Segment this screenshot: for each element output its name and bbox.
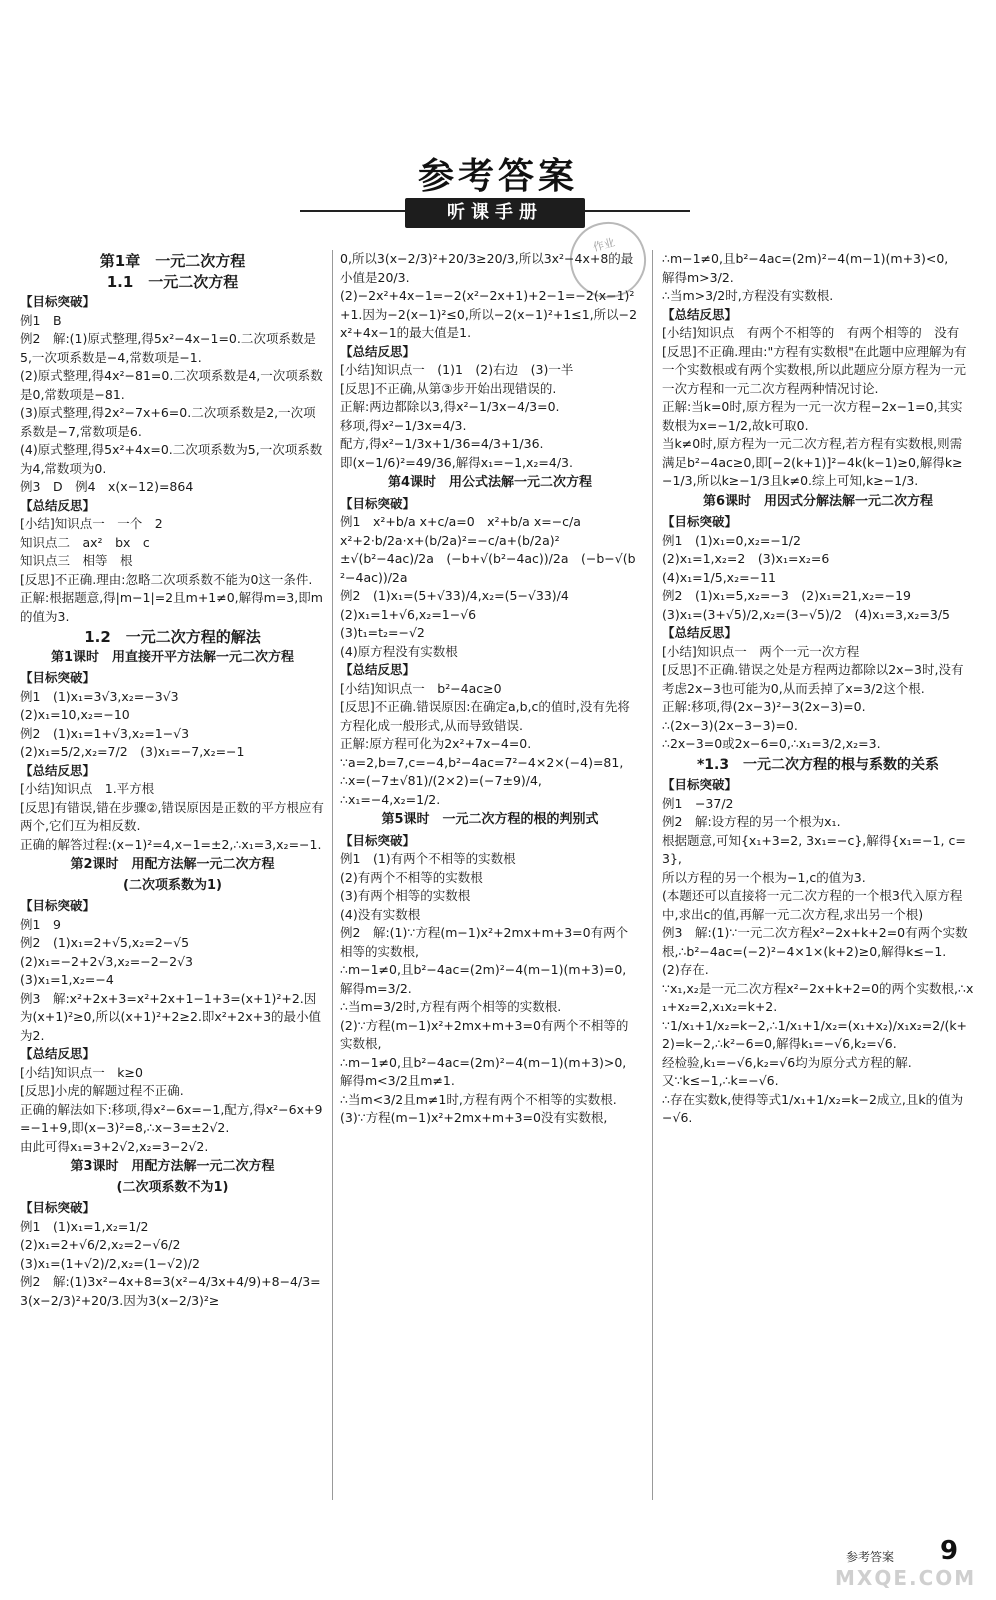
block-tag: 【目标突破】	[20, 1200, 96, 1215]
answer-line: 例3 解:(1)∵一元二次方程x²−2x+k+2=0有两个实数根,∴b²−4ac=(−2)²−4×1×(k+2)≥0,解得k≤−1.	[662, 925, 968, 959]
answer-line: 0,所以3(x−2/3)²+20/3≥20/3,所以3x²−4x+8的最小值是20/3.	[340, 251, 634, 285]
answer-line: ∵x₁,x₂是一元二次方程x²−2x+k+2=0的两个实数根,∴x₁+x₂=2,x₁x₂=k+2.	[662, 980, 974, 1014]
answer-line: 根据题意,可知{x₁+3=2, 3x₁=−c},解得{x₁=−1, c=3},	[662, 832, 966, 866]
answer-line: 正解:原方程可化为2x²+7x−4=0.	[340, 736, 532, 751]
answer-line: ∴当m=3/2时,方程有两个相等的实数根.	[340, 999, 562, 1014]
block-tag: 【总结反思】	[662, 625, 738, 640]
section-heading: 1.1 一元二次方程	[106, 272, 239, 291]
answer-line: 解得m=3/2.	[340, 980, 412, 996]
answer-line: 例1 (1)x₁=0,x₂=−1/2	[662, 532, 801, 548]
answer-line: ∴2x−3=0或2x−6=0,∴x₁=3/2,x₂=3.	[662, 736, 881, 751]
answer-line: (2)∵方程(m−1)x²+2mx+m+3=0有两个不相等的实数根,	[340, 1017, 629, 1051]
answer-line: 例1 −37/2	[662, 795, 734, 811]
answer-line: 知识点二 ax² bx c	[20, 534, 150, 550]
answer-line: 例2 (1)x₁=(5+√33)/4,x₂=(5−√33)/4	[340, 588, 569, 603]
answer-line: (2)x₁=1+√6,x₂=1−√6	[340, 606, 477, 622]
answer-line: (4)没有实数根	[340, 906, 421, 922]
answer-line: 由此可得x₁=3+2√2,x₂=3−2√2.	[20, 1138, 209, 1154]
answer-line: [反思]不正确.错误之处是方程两边都除以2x−3时,没有考虑2x−3也可能为0,从而丢掉了x=3/2这个根.	[662, 662, 964, 696]
column-divider	[332, 250, 333, 1500]
section-heading: 1.2 一元二次方程的解法	[84, 628, 261, 646]
answer-line: 即(x−1/6)²=49/36,解得x₁=−1,x₂=4/3.	[340, 454, 573, 470]
answer-line: (3)x₁=1,x₂=−4	[20, 972, 114, 987]
answer-line: (2)x₁=10,x₂=−10	[20, 707, 130, 722]
title-rule-left	[300, 210, 410, 212]
answer-line: 例1 (1)x₁=1,x₂=1/2	[20, 1218, 149, 1234]
answer-line: 正解:当k=0时,原方程为一元一次方程−2x−1=0,其实数根为x=−1/2,故k可取0.	[662, 399, 963, 433]
answer-line: 例2 解:设方程的另一个根为x₁.	[662, 814, 841, 829]
answer-line: [反思]有错误,错在步骤②,错误原因是正数的平方根应有两个,它们互为相反数.	[20, 799, 324, 833]
answer-line: (4)原式整理,得5x²+4x=0.二次项系数为5,一次项系数为4,常数项为0.	[20, 442, 323, 476]
answer-line: (2)−2x²+4x−1=−2(x²−2x+1)+2−1=−2(x−1)²+1.因为−2(x−1)²≤0,所以−2(x−1)²+1≤1,所以−2x²+4x−1的最大值是1.	[340, 288, 638, 340]
answer-line: 例2 解:(1)∵方程(m−1)x²+2mx+m+3=0有两个相等的实数根,	[340, 925, 629, 959]
answer-line: [反思]不正确.理由:"方程有实数根"在此题中应理解为有一个实数根或有两个实数根,所以此题应分原方程为一元一次方程和一元二次方程两种情况讨论.	[662, 343, 967, 396]
homework-stamp: 作业	[561, 213, 654, 306]
answer-line: ∴m−1≠0,且b²−4ac=(2m)²−4(m−1)(m+3)=0,	[340, 962, 627, 977]
answer-column-1	[20, 250, 325, 1550]
answer-line: 例3 D 例4 x(x−12)=864	[20, 479, 194, 494]
block-tag: 【总结反思】	[20, 497, 96, 513]
answer-line: (3)∵方程(m−1)x²+2mx+m+3=0没有实数根,	[340, 1110, 608, 1125]
answer-line: [小结]知识点一 两个一元一次方程	[662, 643, 860, 659]
answer-line: [小结]知识点一 (1)1 (2)右边 (3)一半	[340, 362, 574, 377]
answer-line: (2)有两个不相等的实数根	[340, 869, 483, 885]
answer-line: [小结]知识点一 b²−4ac≥0	[340, 680, 502, 696]
answer-line: 例2 (1)x₁=2+√5,x₂=2−√5	[20, 935, 190, 950]
lesson-heading: 第1课时 用直接开平方法解一元二次方程	[50, 649, 295, 665]
answer-line: (2)x₁=1,x₂=2 (3)x₁=x₂=6	[662, 551, 830, 566]
answer-line: ∴x=(−7±√81)/(2×2)=(−7±9)/4,	[340, 773, 542, 788]
answer-line: x²+2·b/2a·x+(b/2a)²=−c/a+(b/2a)²	[340, 532, 560, 548]
answer-line: 解得m>3/2.	[662, 269, 734, 285]
answer-line: 正解:两边都除以3,得x²−1/3x−4/3=0.	[340, 399, 560, 414]
answer-line: 所以方程的另一个根为−1,c的值为3.	[662, 869, 866, 885]
answer-line: 正确的解答过程:(x−1)²=4,x−1=±2,∴x₁=3,x₂=−1.	[20, 836, 322, 852]
answer-line: 例1 B	[20, 312, 62, 328]
answer-line: 例2 (1)x₁=5,x₂=−3 (2)x₁=21,x₂=−19	[662, 588, 912, 603]
answer-line: 例2 (1)x₁=1+√3,x₂=1−√3	[20, 725, 190, 741]
answer-line: (3)t₁=t₂=−√2	[340, 625, 425, 640]
answer-line: (2)x₁=2+√6/2,x₂=2−√6/2	[20, 1237, 181, 1252]
answer-line: (本题还可以直接将一元二次方程的一个根3代入原方程中,求出c的值,再解一元二次方程,求出另一个根)	[662, 888, 963, 922]
answer-line: (2)存在.	[662, 962, 709, 977]
answer-line: (3)原式整理,得2x²−7x+6=0.二次项系数是2,一次项系数是−7,常数项是6.	[20, 405, 316, 439]
block-tag: 【总结反思】	[20, 1046, 96, 1061]
section-banner: 听课手册	[405, 198, 585, 228]
site-watermark: MXQE.COM	[835, 1566, 977, 1590]
answer-line: ∴(2x−3)(2x−3−3)=0.	[662, 717, 798, 733]
answer-line: [反思]小虎的解题过程不正确.	[20, 1083, 184, 1098]
page-number: 9	[940, 1536, 959, 1566]
answer-line: ∴当m<3/2且m≠1时,方程有两个不相等的实数根.	[340, 1091, 617, 1107]
answer-line: 例2 解:(1)3x²−4x+8=3(x²−4/3x+4/9)+8−4/3=3(x−2/3)²+20/3.因为3(x−2/3)²≥	[20, 1274, 321, 1308]
section-heading: *1.3 一元二次方程的根与系数的关系	[696, 756, 940, 773]
answer-line: ∴x₁=−4,x₂=1/2.	[340, 791, 441, 807]
answer-line: [反思]不正确.错误原因:在确定a,b,c的值时,没有先将方程化成一般形式,从而导致错误.	[340, 699, 630, 733]
lesson-heading: (二次项系数为1)	[123, 877, 222, 893]
block-tag: 【总结反思】	[340, 662, 416, 677]
answer-line: 例1 (1)有两个不相等的实数根	[340, 851, 516, 866]
answer-line: 又∵k≤−1,∴k=−√6.	[662, 1073, 779, 1088]
answer-line: 正确的解法如下:移项,得x²−6x=−1,配方,得x²−6x+9=−1+9,即(x−3)²=8,∴x−3=±2√2.	[20, 1101, 323, 1135]
answer-column-2	[340, 250, 640, 1550]
footer-label: 参考答案	[846, 1550, 895, 1564]
block-tag: 【目标突破】	[662, 514, 738, 529]
answer-line: ∴存在实数k,使得等式1/x₁+1/x₂=k−2成立,且k的值为−√6.	[662, 1091, 964, 1125]
block-tag: 【目标突破】	[20, 294, 96, 309]
column-divider	[652, 250, 653, 1500]
block-tag: 【目标突破】	[340, 495, 416, 511]
answer-line: 正解:根据题意,得|m−1|=2且m+1≠0,解得m=3,即m的值为3.	[20, 590, 323, 624]
answer-line: (3)x₁=(3+√5)/2,x₂=(3−√5)/2 (4)x₁=3,x₂=3/5	[662, 606, 950, 622]
answer-line: [小结]知识点一 k≥0	[20, 1064, 143, 1080]
answer-line: 当k≠0时,原方程为一元二次方程,若方程有实数根,则需满足b²−4ac≥0,即[−2(k+1)]²−4k(k−1)≥0,解得k≥−1/3,所以k≥−1/3且k≠0.综上可知,k≥−1/3.	[662, 436, 963, 488]
answer-line: ±√(b²−4ac)/2a (−b+√(b²−4ac))/2a (−b−√(b²−4ac))/2a	[340, 551, 636, 585]
lesson-heading: 第4课时 用公式法解一元二次方程	[387, 475, 593, 490]
block-tag: 【目标突破】	[20, 670, 96, 685]
lesson-heading: 第5课时 一元二次方程的根的判别式	[381, 812, 599, 827]
lesson-heading: 第3课时 用配方法解一元二次方程	[70, 1159, 275, 1174]
answer-line: ∴m−1≠0,且b²−4ac=(2m)²−4(m−1)(m+3)<0,	[662, 251, 949, 266]
answer-line: 经检验,k₁=−√6,k₂=√6均为原分式方程的解.	[662, 1054, 912, 1070]
answer-line: (2)x₁=−2+2√3,x₂=−2−2√3	[20, 953, 193, 969]
block-tag: 【目标突破】	[20, 898, 96, 913]
title-rule-right	[580, 210, 690, 212]
answer-line: 例2 解:(1)原式整理,得5x²−4x−1=0.二次项系数是5,一次项系数是−4,常数项是−1.	[20, 331, 316, 365]
page-title: 参考答案	[417, 156, 578, 197]
answer-line: (4)x₁=1/5,x₂=−11	[662, 569, 776, 585]
answer-line: 配方,得x²−1/3x+1/36=4/3+1/36.	[340, 436, 544, 451]
answer-line: (4)原方程没有实数根	[340, 643, 458, 659]
answer-column-3	[662, 250, 974, 1550]
section-heading: 第1章 一元二次方程	[99, 252, 246, 270]
answer-line: [小结]知识点一 一个 2	[20, 516, 163, 531]
answer-line: 知识点三 相等 根	[20, 553, 133, 568]
block-tag: 【目标突破】	[662, 777, 738, 792]
answer-line: [小结]知识点 有两个不相等的 有两个相等的 没有	[662, 325, 960, 340]
lesson-heading: 第2课时 用配方法解一元二次方程	[70, 857, 275, 872]
answer-line: [反思]不正确,从第③步开始出现错误的.	[340, 380, 557, 396]
lesson-heading: 第6课时 用因式分解法解一元二次方程	[702, 493, 934, 509]
answer-line: 例1 (1)x₁=3√3,x₂=−3√3	[20, 688, 179, 704]
answer-line: [反思]不正确.理由:忽略二次项系数不能为0这一条件.	[20, 571, 313, 587]
block-tag: 【总结反思】	[20, 762, 96, 778]
answer-line: 例1 9	[20, 916, 61, 932]
answer-line: ∴当m>3/2时,方程没有实数根.	[662, 288, 834, 303]
block-tag: 【目标突破】	[340, 832, 416, 848]
answer-line: 例1 x²+b/a x+c/a=0 x²+b/a x=−c/a	[340, 514, 581, 529]
answer-line: (2)原式整理,得4x²−81=0.二次项系数是4,一次项系数是0,常数项是−81.	[20, 368, 323, 402]
block-tag: 【总结反思】	[340, 343, 416, 359]
answer-line: [小结]知识点 1.平方根	[20, 781, 155, 796]
answer-line: ∵a=2,b=7,c=−4,b²−4ac=7²−4×2×(−4)=81,	[340, 754, 624, 770]
answer-line: (3)x₁=(1+√2)/2,x₂=(1−√2)/2	[20, 1255, 200, 1271]
answer-line: 移项,得x²−1/3x=4/3.	[340, 417, 467, 433]
answer-line: ∴m−1≠0,且b²−4ac=(2m)²−4(m−1)(m+3)>0,	[340, 1054, 627, 1070]
answer-line: 例3 解:x²+2x+3=x²+2x+1−1+3=(x+1)²+2.因为(x+1)²≥0,所以(x+1)²+2≥2.即x²+2x+3的最小值为2.	[20, 990, 322, 1043]
answer-line: (3)有两个相等的实数根	[340, 888, 471, 903]
answer-line: 解得m<3/2且m≠1.	[340, 1073, 455, 1088]
lesson-heading: (二次项系数不为1)	[116, 1179, 229, 1195]
block-tag: 【总结反思】	[662, 306, 738, 322]
answer-line: (2)x₁=5/2,x₂=7/2 (3)x₁=−7,x₂=−1	[20, 744, 245, 759]
answer-line: ∵1/x₁+1/x₂=k−2,∴1/x₁+1/x₂=(x₁+x₂)/x₁x₂=2/(k+2)=k−2,∴k²−6=0,解得k₁=−√6,k₂=√6.	[662, 1017, 968, 1051]
answer-line: 正解:移项,得(2x−3)²−3(2x−3)=0.	[662, 699, 866, 714]
